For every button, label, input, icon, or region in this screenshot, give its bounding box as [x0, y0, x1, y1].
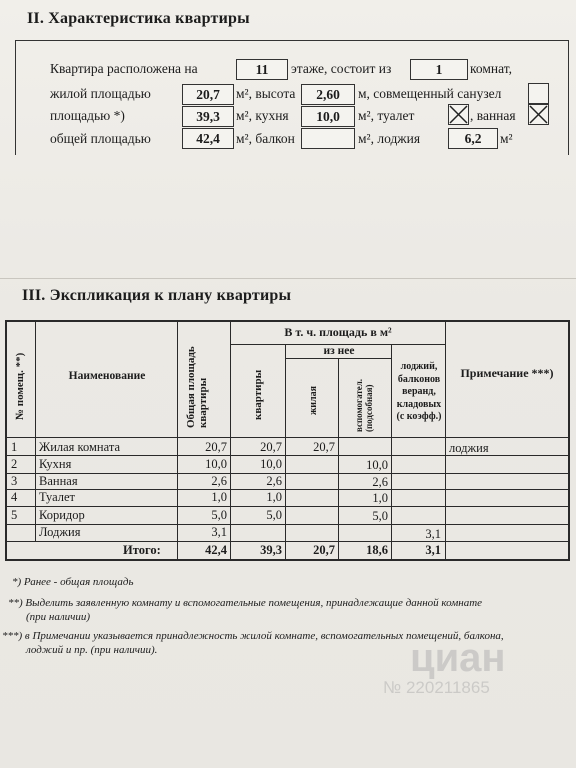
bath-label: , ванная — [470, 108, 516, 123]
combined-bath-checkbox — [528, 83, 549, 104]
floor-value: 11 — [236, 59, 288, 80]
header-of-it: из нее — [323, 345, 355, 357]
explication-table: № помещ. **) Наименование Общая площадь квартиры В т. ч. площадь в м² квартиры из нее жилая вспомогател. (подсобная) лоджий, балконов веранд, кладовых (с коэфф.) Примечание ***) 1 Жилая комната 20,7 20,7 20,7 лоджия 2 Кухня 10,0 10,0 10,0 3 Ванная 2,6 2,6 2,6 4 Туалет 1,0 1,0 1,0 5 Коридор 5,0 5,0 5,0 Лоджия 3,1 3,1 Итого: 42,4 39,3 20,7 18,6 3,1 — [5, 320, 570, 560]
loggia-label: м², лоджия — [358, 131, 421, 146]
area-prefix: площадью *) — [50, 108, 125, 123]
section-3-title: III. Экспликация к плану квартиры — [22, 287, 292, 304]
header-name: Наименование — [68, 370, 146, 382]
floor-prefix: Квартира расположена на — [50, 61, 198, 76]
balcony-value — [301, 128, 355, 149]
rooms-value: 1 — [410, 59, 468, 80]
footnote-2-cont: (при наличии) — [26, 611, 91, 623]
page-divider — [0, 278, 576, 279]
balcony-label: м², балкон — [236, 131, 295, 146]
apartment-area-value: 39,3 — [182, 106, 234, 127]
header-loggia: лоджий, балконов веранд, кладовых (с коэфф.) — [396, 361, 442, 422]
footnote-1: *) Ранее - общая площадь — [12, 576, 134, 588]
header-room-no: № помещ. **) — [14, 352, 26, 420]
loggia-unit: м² — [500, 131, 513, 146]
loggia-value: 6,2 — [448, 128, 498, 149]
footnote-3: ***) в Примечании указывается принадлежность жилой комнате, вспомогательных помещений, балкона, — [2, 630, 504, 642]
toilet-label: м², туалет — [358, 108, 415, 123]
living-area-value: 20,7 — [182, 84, 234, 105]
header-aux: вспомогател. (подсобная) — [354, 378, 374, 432]
watermark-brand: циан — [410, 636, 506, 680]
header-total-area: Общая площадь квартиры — [185, 346, 209, 428]
combined-bath-label: м, совмещенный санузел — [358, 86, 502, 101]
header-living: жилая — [308, 385, 319, 415]
total-prefix: общей площадью — [50, 131, 151, 146]
header-flat: квартиры — [252, 369, 264, 420]
kitchen-label: м², кухня — [236, 108, 289, 123]
header-note: Примечание ***) — [460, 366, 554, 380]
floor-mid: этаже, состоит из — [291, 61, 392, 76]
total-area-value: 42,4 — [182, 128, 234, 149]
footnote-3-cont: лоджий и пр. (при наличии). — [26, 644, 158, 656]
kitchen-area-value: 10,0 — [301, 106, 355, 127]
section-2-title: II. Характеристика квартиры — [27, 10, 250, 27]
height-value: 2,60 — [301, 84, 355, 105]
toilet-checkbox-crossed — [448, 104, 469, 125]
rooms-suffix: комнат, — [470, 61, 513, 76]
footnote-2: **) Выделить заявленную комнату и вспомогательные помещения, принадлежащие данной комнате — [8, 597, 483, 609]
watermark-id: № 220211865 — [383, 678, 490, 697]
header-including-area: В т. ч. площадь в м² — [284, 325, 392, 339]
bath-checkbox-crossed — [528, 104, 549, 125]
living-prefix: жилой площадью — [50, 86, 151, 101]
height-label: м², высота — [236, 86, 296, 101]
